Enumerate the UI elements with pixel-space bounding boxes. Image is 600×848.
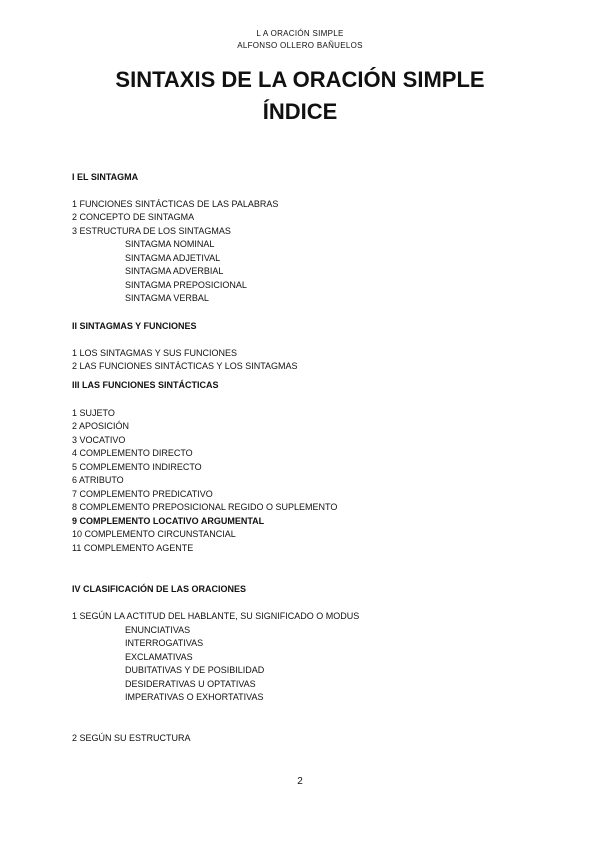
- toc-item: 4 COMPLEMENTO DIRECTO: [72, 448, 193, 458]
- toc-subitem: DUBITATIVAS Y DE POSIBILIDAD: [125, 665, 265, 675]
- section-heading: IV CLASIFICACIÓN DE LAS ORACIONES: [72, 584, 247, 594]
- toc-item: 2 CONCEPTO DE SINTAGMA: [72, 212, 195, 222]
- toc-item: 7 COMPLEMENTO PREDICATIVO: [72, 489, 213, 499]
- section-heading: II SINTAGMAS Y FUNCIONES: [72, 321, 197, 331]
- toc-subitem: INTERROGATIVAS: [125, 638, 204, 648]
- toc-item: 2 SEGÚN SU ESTRUCTURA: [72, 733, 191, 743]
- title-main: SINTAXIS DE LA ORACIÓN SIMPLE: [115, 67, 485, 92]
- toc-subitem: SINTAGMA PREPOSICIONAL: [125, 280, 247, 290]
- toc-item: 1 LOS SINTAGMAS Y SUS FUNCIONES: [72, 348, 238, 358]
- toc-subitem: ENUNCIATIVAS: [125, 625, 191, 635]
- toc-subitem: SINTAGMA VERBAL: [125, 293, 209, 303]
- toc-subitem: SINTAGMA ADVERBIAL: [125, 266, 224, 276]
- toc-item: 8 COMPLEMENTO PREPOSICIONAL REGIDO O SUPLEMENTO: [72, 502, 338, 512]
- toc-item: 3 VOCATIVO: [72, 435, 126, 445]
- toc-item: 10 COMPLEMENTO CIRCUNSTANCIAL: [72, 529, 236, 539]
- toc-item: 3 ESTRUCTURA DE LOS SINTAGMAS: [72, 226, 231, 236]
- section-heading: III LAS FUNCIONES SINTÁCTICAS: [72, 380, 219, 390]
- toc-item: 1 SEGÚN LA ACTITUD DEL HABLANTE, SU SIGNIFICADO O MODUS: [72, 611, 360, 621]
- toc-item: 2 LAS FUNCIONES SINTÁCTICAS Y LOS SINTAGMAS: [72, 361, 298, 371]
- section-heading: I EL SINTAGMA: [72, 172, 139, 182]
- toc-item: 2 APOSICIÓN: [72, 421, 130, 431]
- header-title: L A ORACIÓN SIMPLE: [256, 29, 344, 38]
- toc-item: 11 COMPLEMENTO AGENTE: [72, 543, 194, 553]
- toc-subitem: DESIDERATIVAS U OPTATIVAS: [125, 679, 256, 689]
- toc-item: 9 COMPLEMENTO LOCATIVO ARGUMENTAL: [72, 516, 265, 526]
- toc-subitem: IMPERATIVAS O EXHORTATIVAS: [125, 692, 264, 702]
- running-header: [0, 28, 600, 52]
- toc-item: 6 ATRIBUTO: [72, 475, 124, 485]
- title-index: ÍNDICE: [262, 99, 338, 124]
- page-title: [0, 64, 600, 128]
- toc-subitem: SINTAGMA ADJETIVAL: [125, 253, 221, 263]
- toc-item: 1 FUNCIONES SINTÁCTICAS DE LAS PALABRAS: [72, 199, 279, 209]
- toc-item: 1 SUJETO: [72, 408, 115, 418]
- toc-item: 5 COMPLEMENTO INDIRECTO: [72, 462, 202, 472]
- toc-subitem: EXCLAMATIVAS: [125, 652, 193, 662]
- page-number: 2: [297, 776, 303, 787]
- toc-subitem: SINTAGMA NOMINAL: [125, 239, 215, 249]
- header-author: ALFONSO OLLERO BAÑUELOS: [237, 41, 363, 50]
